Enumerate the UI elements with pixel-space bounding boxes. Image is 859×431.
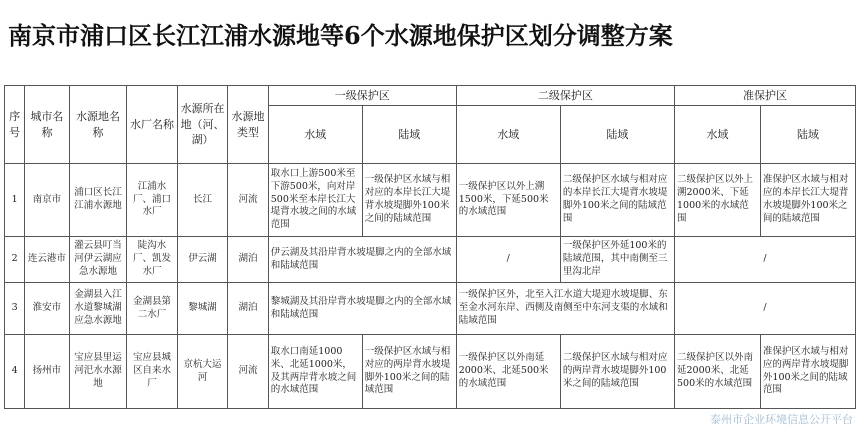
- cell-source-name: 金湖县入江水道黎城湖应急水源地: [69, 283, 127, 335]
- cell-q-land: 准保护区水域与相对应的本岸长江大堤背水坡堤脚外100米之间的陆域范围: [760, 164, 855, 237]
- header-source-name: 水源地名称: [69, 86, 127, 164]
- watermark-text: 泰州市企业环境信息公开平台: [710, 413, 853, 426]
- table-header-row: [5, 86, 856, 106]
- cell-source-type: 湖泊: [228, 283, 268, 335]
- table-row: [5, 335, 856, 409]
- cell-l1-merged: 伊云湖及其沿岸背水坡堤脚之内的全部水域和陆域范围: [268, 237, 456, 283]
- header-l2-water: 水域: [456, 106, 560, 164]
- header-seq: 序号: [5, 86, 25, 164]
- cell-plant-name: 陡沟水厂、凯发水厂: [127, 237, 178, 283]
- cell-l2-water: /: [456, 237, 560, 283]
- header-q-water: 水域: [675, 106, 761, 164]
- cell-city: 连云港市: [25, 237, 69, 283]
- cell-q-merged: /: [675, 283, 856, 335]
- cell-seq: 1: [5, 164, 25, 237]
- header-plant-name: 水厂名称: [127, 86, 178, 164]
- cell-seq: 2: [5, 237, 25, 283]
- cell-city: 扬州市: [25, 335, 69, 409]
- cell-source-type: 河流: [228, 335, 268, 409]
- header-l1-land: 陆域: [362, 106, 456, 164]
- cell-seq: 4: [5, 335, 25, 409]
- cell-water-body: 长江: [177, 164, 228, 237]
- header-l2-land: 陆域: [560, 106, 674, 164]
- cell-l2-land: 一级保护区外延100米的陆域范围，其中南侧至三里沟北岸: [560, 237, 674, 283]
- cell-water-body: 黎城湖: [177, 283, 228, 335]
- cell-source-type: 湖泊: [228, 237, 268, 283]
- cell-seq: 3: [5, 283, 25, 335]
- cell-water-body: 京杭大运河: [177, 335, 228, 409]
- cell-q-land: 准保护区水域与相对应的两岸背水坡堤脚外100米之间的陆域范围: [760, 335, 855, 409]
- cell-l1-land: 一级保护区水域与相对应的两岸背水坡堤脚外100米之间的陆域范围: [362, 335, 456, 409]
- cell-l2-land: 二级保护区水域与相对应的本岸长江大堤背水坡堤脚外100米之间的陆域范围: [560, 164, 674, 237]
- header-quasi: 准保护区: [675, 86, 856, 106]
- cell-l1-land: 一级保护区水域与相对应的本岸长江大堤背水坡堤脚外100米之间的陆域范围: [362, 164, 456, 237]
- header-source-type: 水源地类型: [228, 86, 268, 164]
- cell-l1-merged: 黎城湖及其沿岸背水坡堤脚之内的全部水域和陆域范围: [268, 283, 456, 335]
- cell-l2-water: 一级保护区以外上溯1500米，下延500米的水域范围: [456, 164, 560, 237]
- cell-source-name: 灌云县叮当河伊云湖应急水源地: [69, 237, 127, 283]
- cell-plant-name: 金湖县第二水厂: [127, 283, 178, 335]
- cell-q-merged: /: [675, 237, 856, 283]
- table-row: [5, 283, 856, 335]
- cell-city: 南京市: [25, 164, 69, 237]
- page-title: 南京市浦口区长江江浦水源地等6个水源地保护区划分调整方案: [8, 21, 673, 50]
- header-level1: 一级保护区: [268, 86, 456, 106]
- cell-plant-name: 江浦水厂、浦口水厂: [127, 164, 178, 237]
- cell-source-name: 浦口区长江江浦水源地: [69, 164, 127, 237]
- cell-city: 淮安市: [25, 283, 69, 335]
- cell-l1-water: 取水口南延1000米、北延1000米，及其两岸背水坡之间的水域范围: [268, 335, 362, 409]
- header-water-body: 水源所在地（河、湖）: [177, 86, 228, 164]
- cell-l2-land: 二级保护区水域与相对应的两岸背水坡堤脚外100米之间的陆域范围: [560, 335, 674, 409]
- table-row: [5, 164, 856, 237]
- protection-zone-table: [4, 85, 856, 409]
- header-l1-water: 水域: [268, 106, 362, 164]
- cell-source-name: 宝应县里运河汜水水源地: [69, 335, 127, 409]
- cell-l1-water: 取水口上游500米至下游500米，向对岸500米至本岸长江大堤背水坡之间的水域范围: [268, 164, 362, 237]
- cell-l2-water: 一级保护区以外南延2000米、北延500米的水域范围: [456, 335, 560, 409]
- cell-source-type: 河流: [228, 164, 268, 237]
- header-city: 城市名称: [25, 86, 69, 164]
- cell-l2-merged: 一级保护区外，北至入江水道大堤迎水坡堤脚、东至金水河东岸、西侧及南侧至中东河支渠的水域和陆域范围: [456, 283, 674, 335]
- header-level2: 二级保护区: [456, 86, 674, 106]
- cell-water-body: 伊云湖: [177, 237, 228, 283]
- cell-q-water: 二级保护区以外上溯2000米、下延1000米的水域范围: [675, 164, 761, 237]
- table-row: [5, 237, 856, 283]
- cell-plant-name: 宝应县城区自来水厂: [127, 335, 178, 409]
- cell-q-water: 二级保护区以外南延2000米、北延500米的水域范围: [675, 335, 761, 409]
- header-q-land: 陆域: [760, 106, 855, 164]
